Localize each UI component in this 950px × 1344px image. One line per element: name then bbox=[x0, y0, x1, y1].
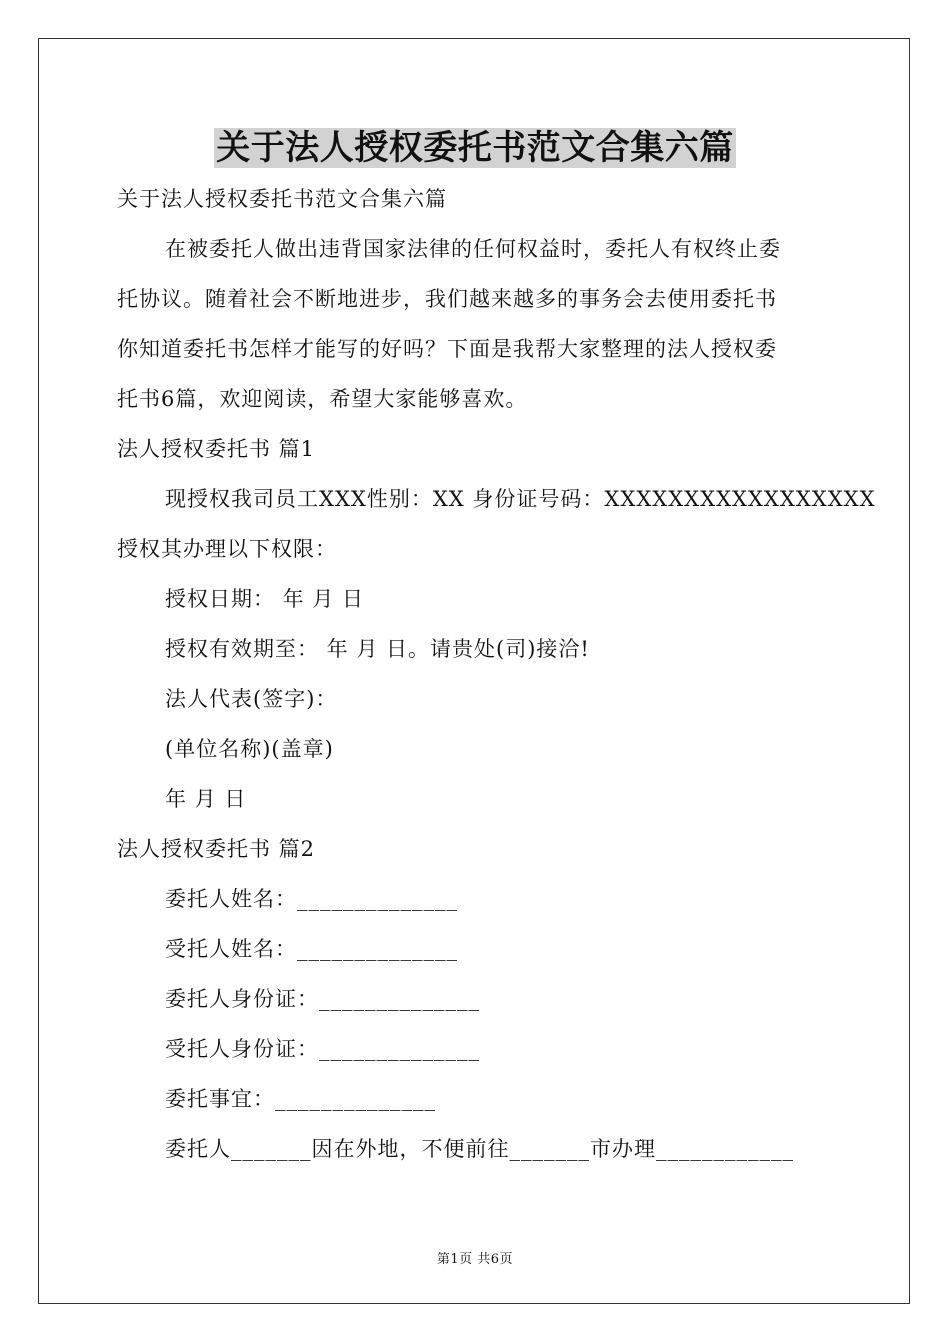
body-line: 法人代表(签字)： bbox=[165, 687, 338, 711]
document-title: 关于法人授权委托书范文合集六篇 bbox=[216, 128, 734, 168]
form-line: 受托人身份证：______________ bbox=[165, 1037, 480, 1061]
body-line: 现授权我司员工XXX性别：XX 身份证号码：XXXXXXXXXXXXXXXXX bbox=[165, 487, 876, 511]
section-heading-1: 法人授权委托书 篇1 bbox=[117, 437, 316, 461]
body-line: 授权其办理以下权限： bbox=[117, 537, 337, 561]
body-line: 授权日期： 年 月 日 bbox=[165, 587, 365, 611]
form-line: 委托事宜：______________ bbox=[165, 1087, 436, 1111]
page-border bbox=[38, 38, 910, 1304]
title-container bbox=[0, 128, 950, 168]
form-line: 委托人身份证：______________ bbox=[165, 987, 480, 1011]
section-heading-2: 法人授权委托书 篇2 bbox=[117, 837, 316, 861]
intro-line-1: 在被委托人做出违背国家法律的任何权益时，委托人有权终止委 bbox=[165, 237, 781, 261]
subtitle-line: 关于法人授权委托书范文合集六篇 bbox=[117, 187, 447, 211]
form-line: 委托人姓名：______________ bbox=[165, 887, 458, 911]
intro-line-2: 托协议。随着社会不断地进步，我们越来越多的事务会去使用委托书 bbox=[117, 287, 777, 311]
body-line: (单位名称)(盖章) bbox=[165, 737, 334, 761]
intro-line-3: 你知道委托书怎样才能写的好吗？下面是我帮大家整理的法人授权委 bbox=[117, 337, 777, 361]
body-line: 授权有效期至： 年 月 日。请贵处(司)接洽! bbox=[165, 637, 590, 661]
form-line: 委托人_______因在外地，不便前往_______市办理____________ bbox=[165, 1137, 794, 1161]
body-line: 年 月 日 bbox=[165, 787, 247, 811]
intro-line-4: 托书6篇，欢迎阅读，希望大家能够喜欢。 bbox=[117, 387, 528, 411]
page-footer: 第1页 共6页 bbox=[436, 1252, 514, 1267]
form-line: 受托人姓名：______________ bbox=[165, 937, 458, 961]
